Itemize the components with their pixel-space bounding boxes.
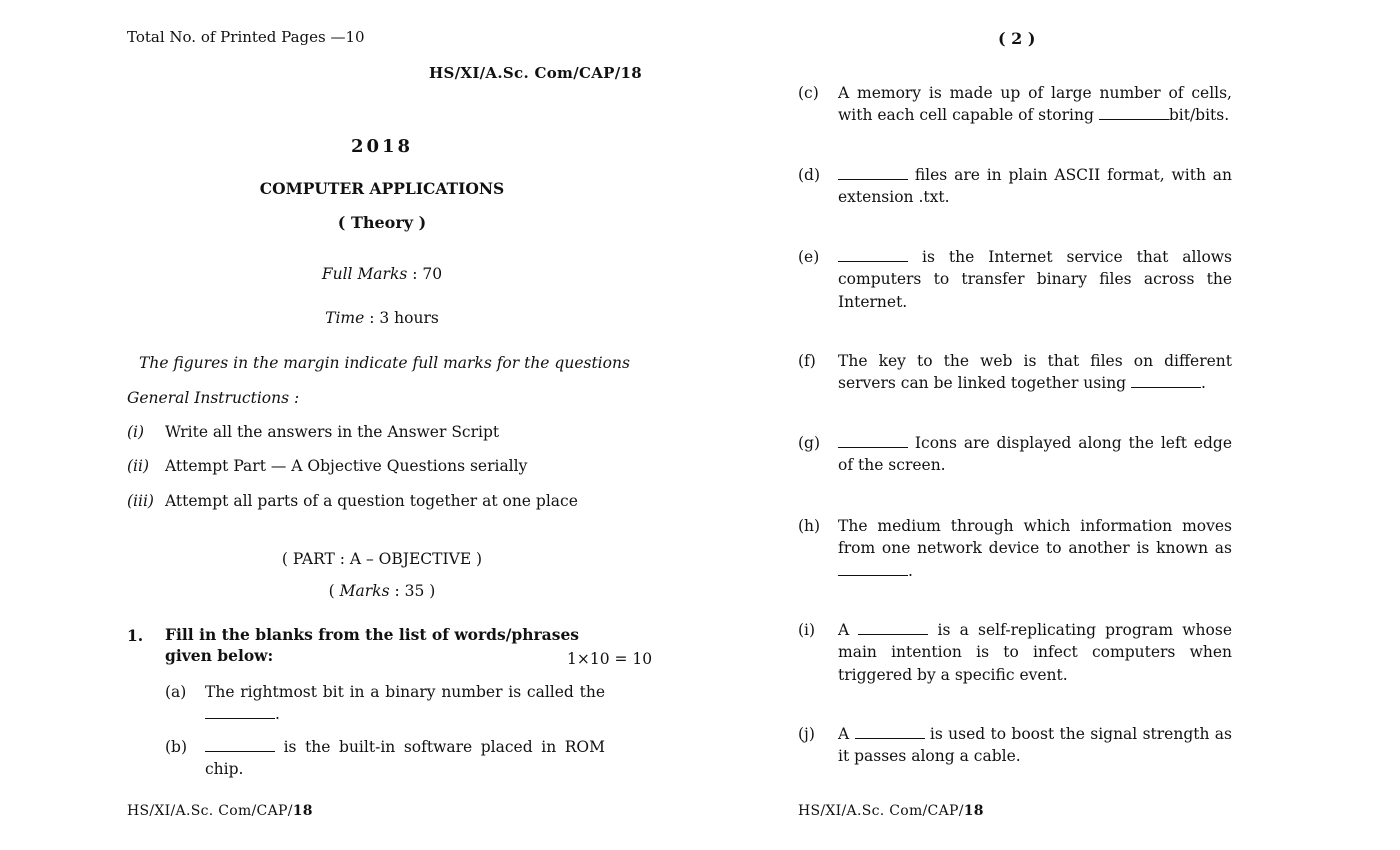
- item-text-part: is used to boost the signal strength as it passes along a cable.: [838, 725, 1233, 766]
- item-label: (f): [798, 352, 816, 370]
- item-text: [838, 82, 1232, 127]
- footer-code-bold: 18: [292, 803, 313, 819]
- answer-blank: [855, 724, 925, 739]
- paper-code: HS/XI/A.Sc. Com/CAP/18: [429, 64, 642, 82]
- part-marks-value: : 35 ): [389, 582, 436, 600]
- answer-blank: [1099, 106, 1169, 121]
- item-text-part: is a self-replicating program whose main intention is to infect computers when triggered by a specific event.: [838, 621, 1232, 684]
- instruction-number: (i): [127, 423, 145, 441]
- full-marks-label: Full Marks: [321, 265, 408, 283]
- part-marks-open: (: [328, 582, 340, 600]
- item-text-part: is the built-in software placed in ROM chip.: [205, 738, 605, 779]
- item-text-part: A: [838, 621, 859, 639]
- item-text: [205, 736, 605, 781]
- time-label: Time: [325, 309, 365, 327]
- item-label: (i): [798, 621, 816, 639]
- left-page: [127, 0, 653, 850]
- item-text-part: A: [838, 725, 855, 743]
- item-text-part: The rightmost bit in a binary number is called the: [205, 683, 605, 701]
- part-marks-label: Marks: [339, 582, 390, 600]
- item-label: (a): [165, 683, 187, 701]
- answer-blank: [838, 433, 908, 448]
- item-text: [838, 164, 1232, 209]
- item-text: [838, 515, 1232, 582]
- answer-blank: [838, 561, 908, 576]
- item-label: (g): [798, 434, 821, 452]
- general-instructions-label: General Instructions :: [127, 389, 300, 407]
- answer-blank: [858, 620, 928, 635]
- item-label: (b): [165, 738, 188, 756]
- item-text: [838, 432, 1232, 477]
- item-label: (j): [798, 725, 815, 743]
- exam-year: 2018: [350, 136, 414, 157]
- question-number: 1.: [127, 626, 144, 645]
- instruction-text: Attempt Part — A Objective Questions serially: [165, 457, 528, 475]
- full-marks-value: : 70: [407, 265, 443, 283]
- item-text-part: bit/bits.: [1168, 106, 1230, 125]
- item-text: [838, 619, 1232, 686]
- part-marks: [127, 580, 637, 602]
- page-number: ( 2 ): [998, 29, 1036, 48]
- item-label: (d): [798, 166, 821, 184]
- item-text-part: The medium through which information moves from one network device to another is known as: [838, 517, 1232, 558]
- right-page: [798, 0, 1234, 850]
- instruction-number: (iii): [127, 492, 154, 510]
- exam-time: [127, 307, 637, 329]
- answer-blank: [205, 737, 275, 752]
- item-text: [838, 723, 1232, 768]
- item-text-part: .: [275, 705, 280, 724]
- footer-code: [798, 801, 984, 821]
- item-label: (c): [798, 84, 819, 102]
- time-value: : 3 hours: [364, 309, 439, 327]
- footer-code-text: HS/XI/A.Sc. Com/CAP/: [798, 803, 964, 819]
- subject-title: COMPUTER APPLICATIONS: [259, 179, 505, 198]
- instruction-number: (ii): [127, 457, 150, 475]
- footer-code-bold: 18: [963, 803, 984, 819]
- item-text: [838, 350, 1232, 395]
- item-text-part: A memory is made up of large number of cells, with each cell capable of storing: [838, 84, 1232, 125]
- answer-blank: [205, 705, 275, 720]
- part-heading: ( PART : A – OBJECTIVE ): [281, 550, 483, 568]
- footer-code: [127, 801, 313, 821]
- item-label: (e): [798, 248, 820, 266]
- item-text-part: files are in plain ASCII format, with an extension .txt.: [838, 166, 1232, 207]
- margin-note: The figures in the margin indicate full marks for the questions: [139, 354, 630, 372]
- item-text: [205, 681, 605, 726]
- answer-blank: [1131, 374, 1201, 389]
- footer-code-text: HS/XI/A.Sc. Com/CAP/: [127, 803, 293, 819]
- full-marks: [127, 263, 637, 285]
- item-text-part: Icons are displayed along the left edge of the screen.: [838, 434, 1232, 475]
- item-text-part: .: [908, 561, 913, 580]
- item-text: [838, 246, 1232, 313]
- instruction-text: Write all the answers in the Answer Script: [165, 423, 500, 441]
- item-text-part: .: [1201, 374, 1206, 393]
- question-text: Fill in the blanks from the list of words/phrases given below:: [165, 625, 580, 665]
- question-marks: 1×10 = 10: [567, 650, 653, 668]
- paper-type: ( Theory ): [337, 213, 427, 232]
- item-text-part: The key to the web is that files on different servers can be linked together using: [838, 352, 1232, 393]
- instruction-text: Attempt all parts of a question together at one place: [165, 492, 578, 510]
- answer-blank: [838, 247, 908, 262]
- answer-blank: [838, 165, 908, 180]
- printed-pages-note: Total No. of Printed Pages —10: [127, 28, 365, 46]
- item-text-part: is the Internet service that allows computers to transfer binary files across the Internet.: [838, 248, 1232, 311]
- item-label: (h): [798, 517, 821, 535]
